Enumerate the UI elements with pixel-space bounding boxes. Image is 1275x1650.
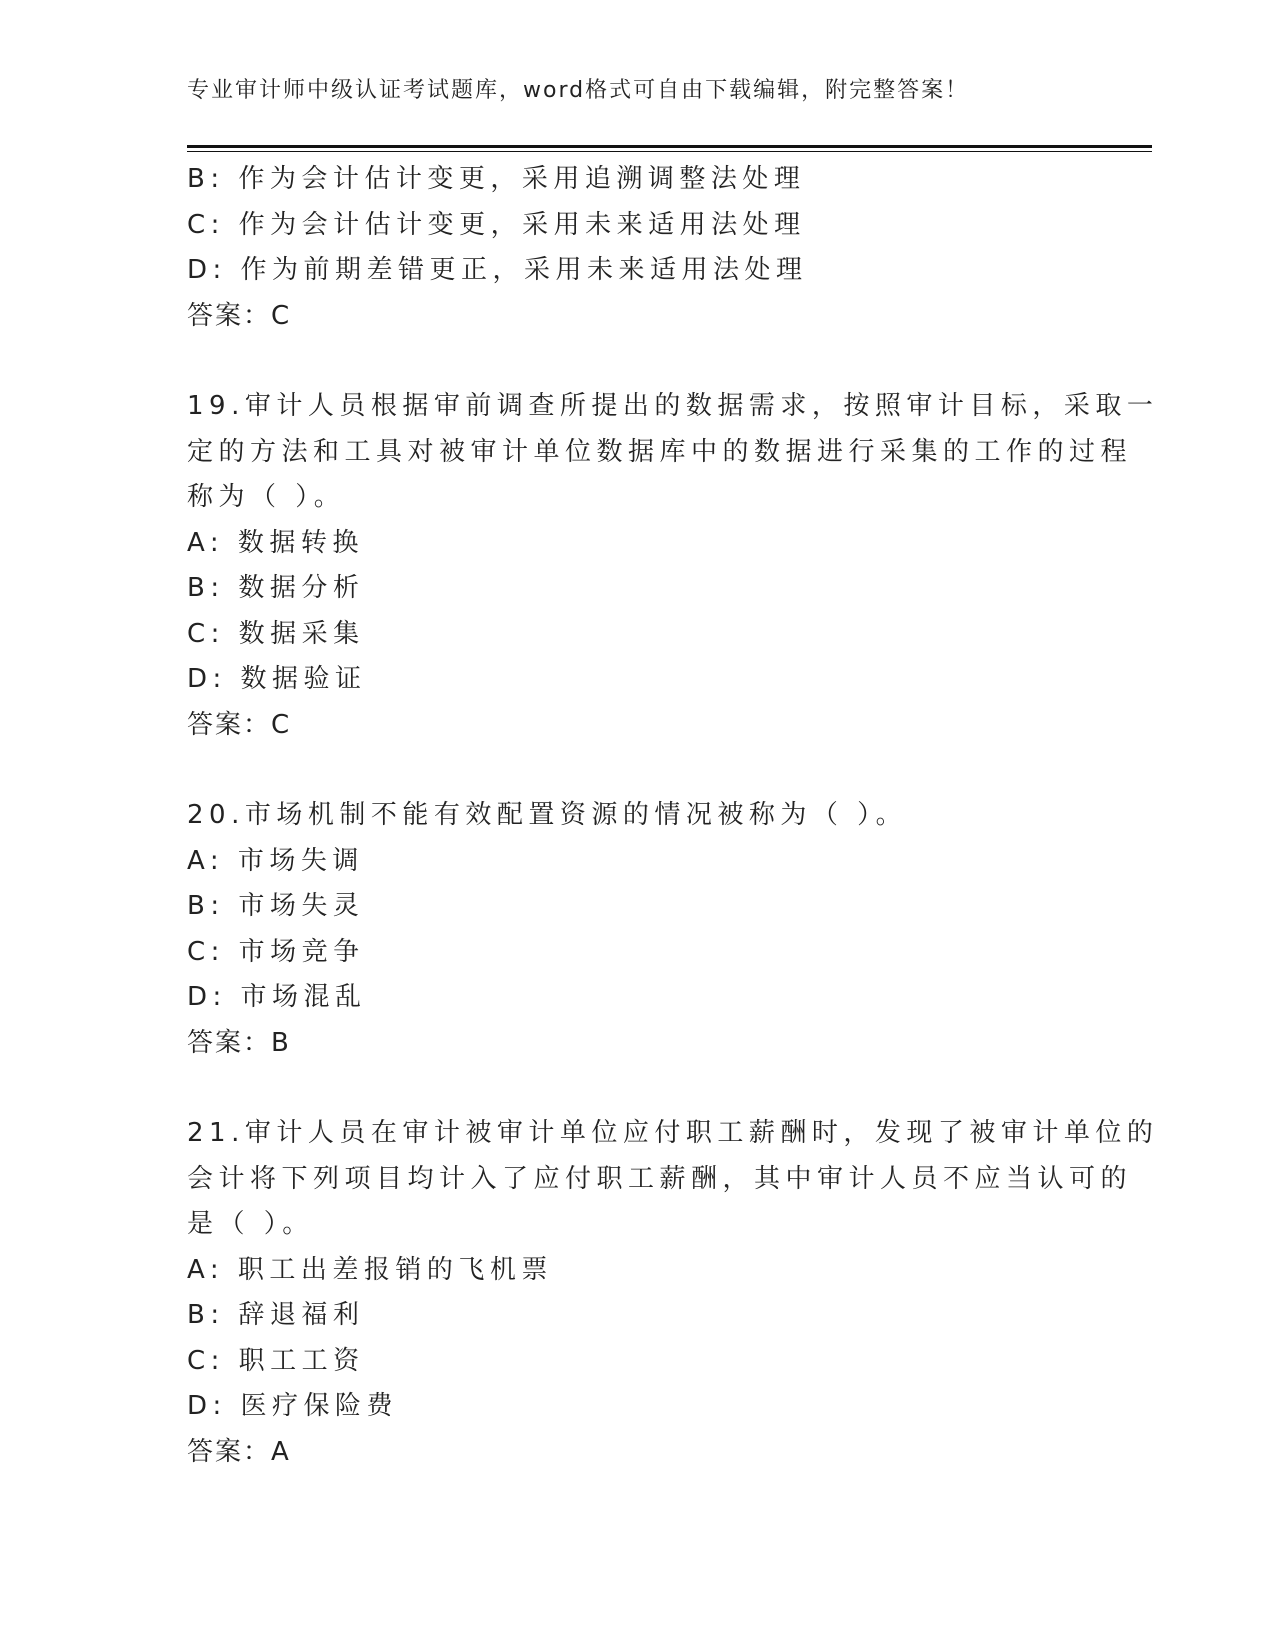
option-b: B: 作为会计估计变更，采用追溯调整法处理 xyxy=(187,164,806,194)
option-a: A: 职工出差报销的飞机票 xyxy=(187,1254,553,1285)
option-c: C: 市场竞争 xyxy=(187,936,365,967)
option-c: C: 作为会计估计变更，采用未来适用法处理 xyxy=(187,209,806,240)
question-text-line: 定的方法和工具对被审计单位数据库中的数据进行采集的工作的过程 xyxy=(187,436,1133,467)
question-text-line: 19.审计人员根据审前调查所提出的数据需求，按照审计目标，采取一 xyxy=(187,391,1159,421)
option-c: C: 数据采集 xyxy=(187,618,365,649)
option-a: A: 市场失调 xyxy=(187,845,364,876)
option-d: D: 作为前期差错更正，采用未来适用法处理 xyxy=(187,255,808,285)
spacer xyxy=(187,339,1107,384)
answer: 答案：A xyxy=(187,1436,291,1467)
question-text-line: 21.审计人员在审计被审计单位应付职工薪酬时，发现了被审计单位的 xyxy=(187,1118,1159,1148)
page-header: 专业审计师中级认证考试题库，word格式可自由下载编辑，附完整答案！ xyxy=(187,78,970,103)
spacer xyxy=(187,1066,1107,1111)
question-list xyxy=(187,157,1159,1475)
option-b: B: 辞退福利 xyxy=(187,1300,365,1330)
question-text-line: 称为（ ）。 xyxy=(187,482,346,512)
option-d: D: 市场混乱 xyxy=(187,982,367,1012)
answer: 答案：C xyxy=(187,709,292,740)
option-d: D: 医疗保险费 xyxy=(187,1391,399,1421)
question-19 xyxy=(187,384,1159,748)
header-rule-thin xyxy=(187,151,1152,152)
answer: 答案：C xyxy=(187,300,292,331)
question-21 xyxy=(187,1111,1159,1475)
option-d: D: 数据验证 xyxy=(187,664,367,694)
question-18-continuation xyxy=(187,157,1107,339)
question-text-line: 20.市场机制不能有效配置资源的情况被称为（ ）。 xyxy=(187,800,908,830)
option-b: B: 市场失灵 xyxy=(187,891,365,921)
answer: 答案：B xyxy=(187,1027,291,1058)
question-20 xyxy=(187,793,1107,1066)
option-c: C: 职工工资 xyxy=(187,1345,365,1376)
spacer xyxy=(187,748,1107,793)
question-text-line: 会计将下列项目均计入了应付职工薪酬，其中审计人员不应当认可的 xyxy=(187,1163,1133,1194)
option-a: A: 数据转换 xyxy=(187,527,364,558)
header-rule-thick xyxy=(187,145,1152,148)
question-text-line: 是（ ）。 xyxy=(187,1209,314,1239)
option-b: B: 数据分析 xyxy=(187,573,365,603)
